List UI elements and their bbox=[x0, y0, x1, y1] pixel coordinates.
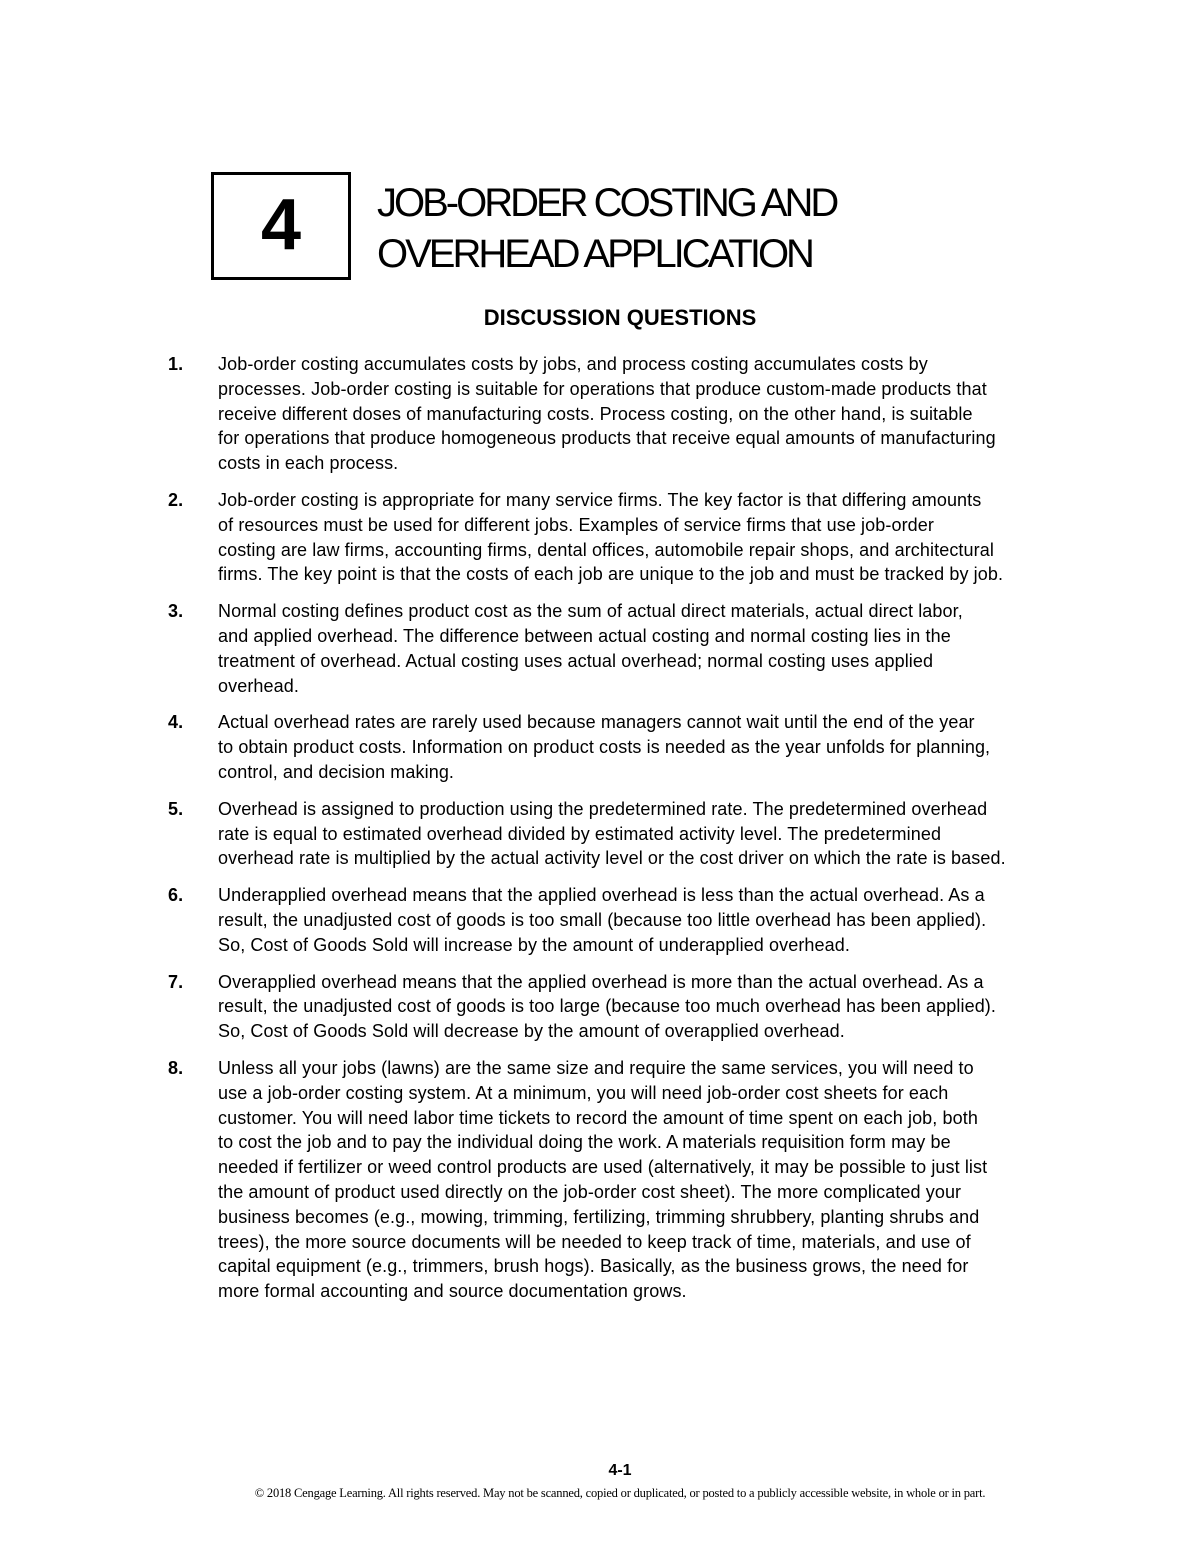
chapter-title-line-2: OVERHEAD APPLICATION bbox=[377, 232, 812, 276]
copyright-notice: © 2018 Cengage Learning. All rights reserved. May not be scanned, copied or duplicated, or posted to a publicly accessible website, in whole or in part. bbox=[254, 1486, 986, 1500]
question-item bbox=[168, 710, 1088, 784]
question-text-line: processes. Job-order costing is suitable for operations that produce custom-made products that bbox=[218, 378, 987, 399]
question-text-line: So, Cost of Goods Sold will increase by the amount of underapplied overhead. bbox=[218, 934, 850, 955]
question-text bbox=[218, 599, 1088, 698]
section-heading: DISCUSSION QUESTIONS bbox=[483, 305, 757, 330]
question-number: 7. bbox=[168, 971, 184, 992]
page-number: 4-1 bbox=[608, 1462, 632, 1479]
question-text-line: use a job-order costing system. At a minimum, you will need job-order cost sheets for each bbox=[218, 1082, 949, 1103]
question-text bbox=[218, 883, 1088, 957]
question-number: 5. bbox=[168, 798, 184, 819]
discussion-questions-list bbox=[168, 352, 1088, 1304]
question-text bbox=[218, 488, 1088, 587]
question-text-line: treatment of overhead. Actual costing uses actual overhead; normal costing uses applied bbox=[218, 650, 934, 671]
question-text-line: for operations that produce homogeneous products that receive equal amounts of manufacturing bbox=[218, 428, 996, 449]
question-item bbox=[168, 352, 1088, 476]
question-text-line: overhead rate is multiplied by the actual activity level or the cost driver on which the rate is based. bbox=[218, 848, 1006, 869]
question-text-line: rate is equal to estimated overhead divided by estimated activity level. The predetermined bbox=[218, 823, 942, 844]
question-text-line: Actual overhead rates are rarely used because managers cannot wait until the end of the year bbox=[218, 712, 975, 733]
question-text-line: result, the unadjusted cost of goods is too large (because too much overhead has been applied). bbox=[218, 996, 996, 1017]
question-text-line: Normal costing defines product cost as the sum of actual direct materials, actual direct labor, bbox=[218, 601, 963, 622]
question-text-line: needed if fertilizer or weed control products are used (alternatively, it may be possible to just list bbox=[218, 1157, 988, 1178]
question-text-line: result, the unadjusted cost of goods is too small (because too little overhead has been applied). bbox=[218, 909, 987, 930]
question-text-line: the amount of product used directly on the job-order cost sheet). The more complicated your bbox=[218, 1181, 962, 1202]
chapter-number: 4 bbox=[260, 185, 302, 265]
chapter-number-box bbox=[211, 172, 351, 280]
question-text-line: So, Cost of Goods Sold will decrease by the amount of overapplied overhead. bbox=[218, 1021, 845, 1042]
question-number: 4. bbox=[168, 712, 184, 733]
question-number: 3. bbox=[168, 601, 184, 622]
question-item bbox=[168, 970, 1088, 1044]
question-text bbox=[218, 352, 1088, 476]
question-number: 2. bbox=[168, 489, 184, 510]
question-number: 6. bbox=[168, 885, 184, 906]
question-item bbox=[168, 883, 1088, 957]
question-text-line: of resources must be used for different jobs. Examples of service firms that use job-order bbox=[218, 514, 934, 535]
question-text-line: Overhead is assigned to production using the predetermined rate. The predetermined overhead bbox=[218, 798, 988, 819]
question-text bbox=[218, 1056, 1088, 1304]
question-text-line: trees), the more source documents will be needed to keep track of time, materials, and use of bbox=[218, 1231, 971, 1252]
question-text-line: costs in each process. bbox=[218, 453, 399, 474]
question-text-line: overhead. bbox=[218, 675, 299, 696]
question-item bbox=[168, 1056, 1088, 1304]
chapter-title bbox=[377, 178, 836, 280]
question-text-line: customer. You will need labor time tickets to record the amount of time spent on each job, both bbox=[218, 1107, 978, 1128]
question-item bbox=[168, 488, 1088, 587]
question-text-line: and applied overhead. The difference between actual costing and normal costing lies in the bbox=[218, 625, 951, 646]
question-text-line: business becomes (e.g., mowing, trimming, fertilizing, trimming shrubbery, planting shrubs and bbox=[218, 1206, 980, 1227]
question-text-line: Overapplied overhead means that the applied overhead is more than the actual overhead. As a bbox=[218, 971, 984, 992]
question-item bbox=[168, 797, 1088, 871]
question-text-line: to obtain product costs. Information on product costs is needed as the year unfolds for planning, bbox=[218, 737, 991, 758]
question-item bbox=[168, 599, 1088, 698]
question-text bbox=[218, 710, 1088, 784]
question-number: 8. bbox=[168, 1057, 184, 1078]
question-text-line: firms. The key point is that the costs of each job are unique to the job and must be tracked by job. bbox=[218, 564, 1004, 585]
question-text-line: Unless all your jobs (lawns) are the same size and require the same services, you will need to bbox=[218, 1057, 974, 1078]
question-text-line: to cost the job and to pay the individual doing the work. A materials requisition form may be bbox=[218, 1132, 951, 1153]
question-text-line: receive different doses of manufacturing costs. Process costing, on the other hand, is suitable bbox=[218, 403, 973, 424]
question-text-line: capital equipment (e.g., trimmers, brush hogs). Basically, as the business grows, the need for bbox=[218, 1256, 969, 1277]
question-text-line: Job-order costing accumulates costs by jobs, and process costing accumulates costs by bbox=[218, 354, 928, 374]
question-text bbox=[218, 797, 1088, 871]
question-text-line: Underapplied overhead means that the applied overhead is less than the actual overhead. As a bbox=[218, 885, 985, 906]
question-text-line: control, and decision making. bbox=[218, 761, 455, 782]
question-text bbox=[218, 970, 1088, 1044]
chapter-title-line-1: JOB-ORDER COSTING AND bbox=[377, 181, 837, 225]
question-text-line: more formal accounting and source documentation grows. bbox=[218, 1281, 687, 1302]
question-text-line: Job-order costing is appropriate for many service firms. The key factor is that differing amounts bbox=[218, 489, 982, 510]
question-text-line: costing are law firms, accounting firms, dental offices, automobile repair shops, and architectural bbox=[218, 539, 994, 560]
question-number: 1. bbox=[168, 354, 184, 374]
